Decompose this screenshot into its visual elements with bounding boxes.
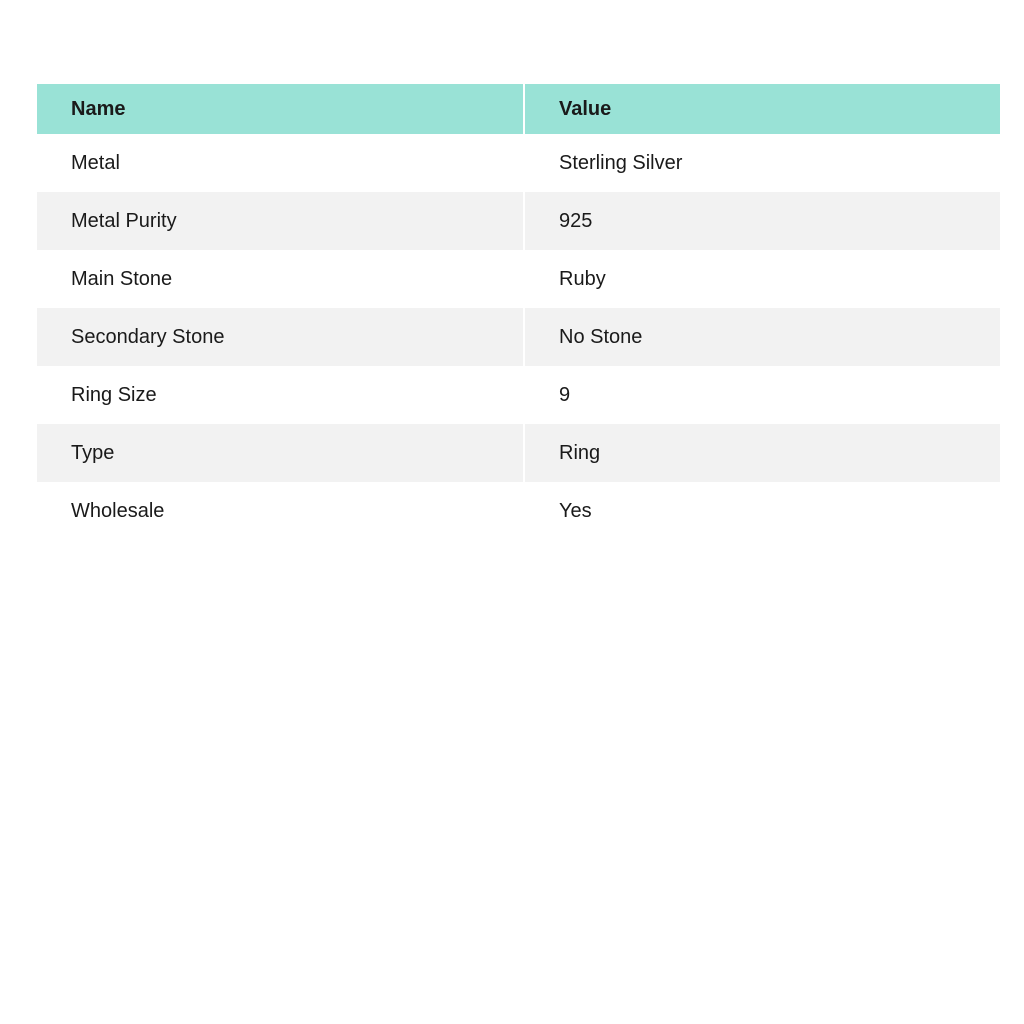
column-header-name-label: Name bbox=[71, 97, 126, 120]
column-header-value-label: Value bbox=[559, 97, 612, 120]
attribute-value-cell bbox=[523, 424, 1000, 482]
attribute-value-cell bbox=[523, 250, 1000, 308]
column-header-value bbox=[523, 84, 1000, 134]
attributes-table bbox=[37, 84, 1000, 540]
table-row bbox=[37, 482, 1000, 540]
column-header-name bbox=[37, 84, 523, 134]
attribute-value: Sterling Silver bbox=[559, 151, 683, 174]
table-body bbox=[37, 134, 1000, 540]
attribute-value: 9 bbox=[559, 383, 571, 406]
attribute-value-cell bbox=[523, 192, 1000, 250]
attribute-name-cell bbox=[37, 424, 523, 482]
attribute-name: Secondary Stone bbox=[71, 325, 225, 348]
attribute-value-cell bbox=[523, 482, 1000, 540]
table-row bbox=[37, 366, 1000, 424]
table-row bbox=[37, 250, 1000, 308]
table-row bbox=[37, 134, 1000, 192]
attribute-name-cell bbox=[37, 134, 523, 192]
attribute-name: Wholesale bbox=[71, 499, 165, 522]
attribute-name: Type bbox=[71, 441, 115, 464]
attribute-name-cell bbox=[37, 482, 523, 540]
attribute-name-cell bbox=[37, 192, 523, 250]
table-row bbox=[37, 192, 1000, 250]
attribute-name-cell bbox=[37, 308, 523, 366]
attribute-name-cell bbox=[37, 366, 523, 424]
attribute-name: Main Stone bbox=[71, 267, 173, 290]
attribute-name: Metal bbox=[71, 151, 120, 174]
attribute-value-cell bbox=[523, 366, 1000, 424]
table-header-row bbox=[37, 84, 1000, 134]
attribute-value-cell bbox=[523, 134, 1000, 192]
attribute-name: Ring Size bbox=[71, 383, 157, 406]
attribute-value: Ruby bbox=[559, 267, 606, 290]
table-row bbox=[37, 308, 1000, 366]
attribute-name: Metal Purity bbox=[71, 209, 177, 232]
attribute-value: 925 bbox=[559, 209, 593, 232]
attribute-name-cell bbox=[37, 250, 523, 308]
attribute-value: Yes bbox=[559, 499, 592, 522]
attribute-value: No Stone bbox=[559, 325, 643, 348]
attribute-value: Ring bbox=[559, 441, 601, 464]
table-row bbox=[37, 424, 1000, 482]
attribute-value-cell bbox=[523, 308, 1000, 366]
